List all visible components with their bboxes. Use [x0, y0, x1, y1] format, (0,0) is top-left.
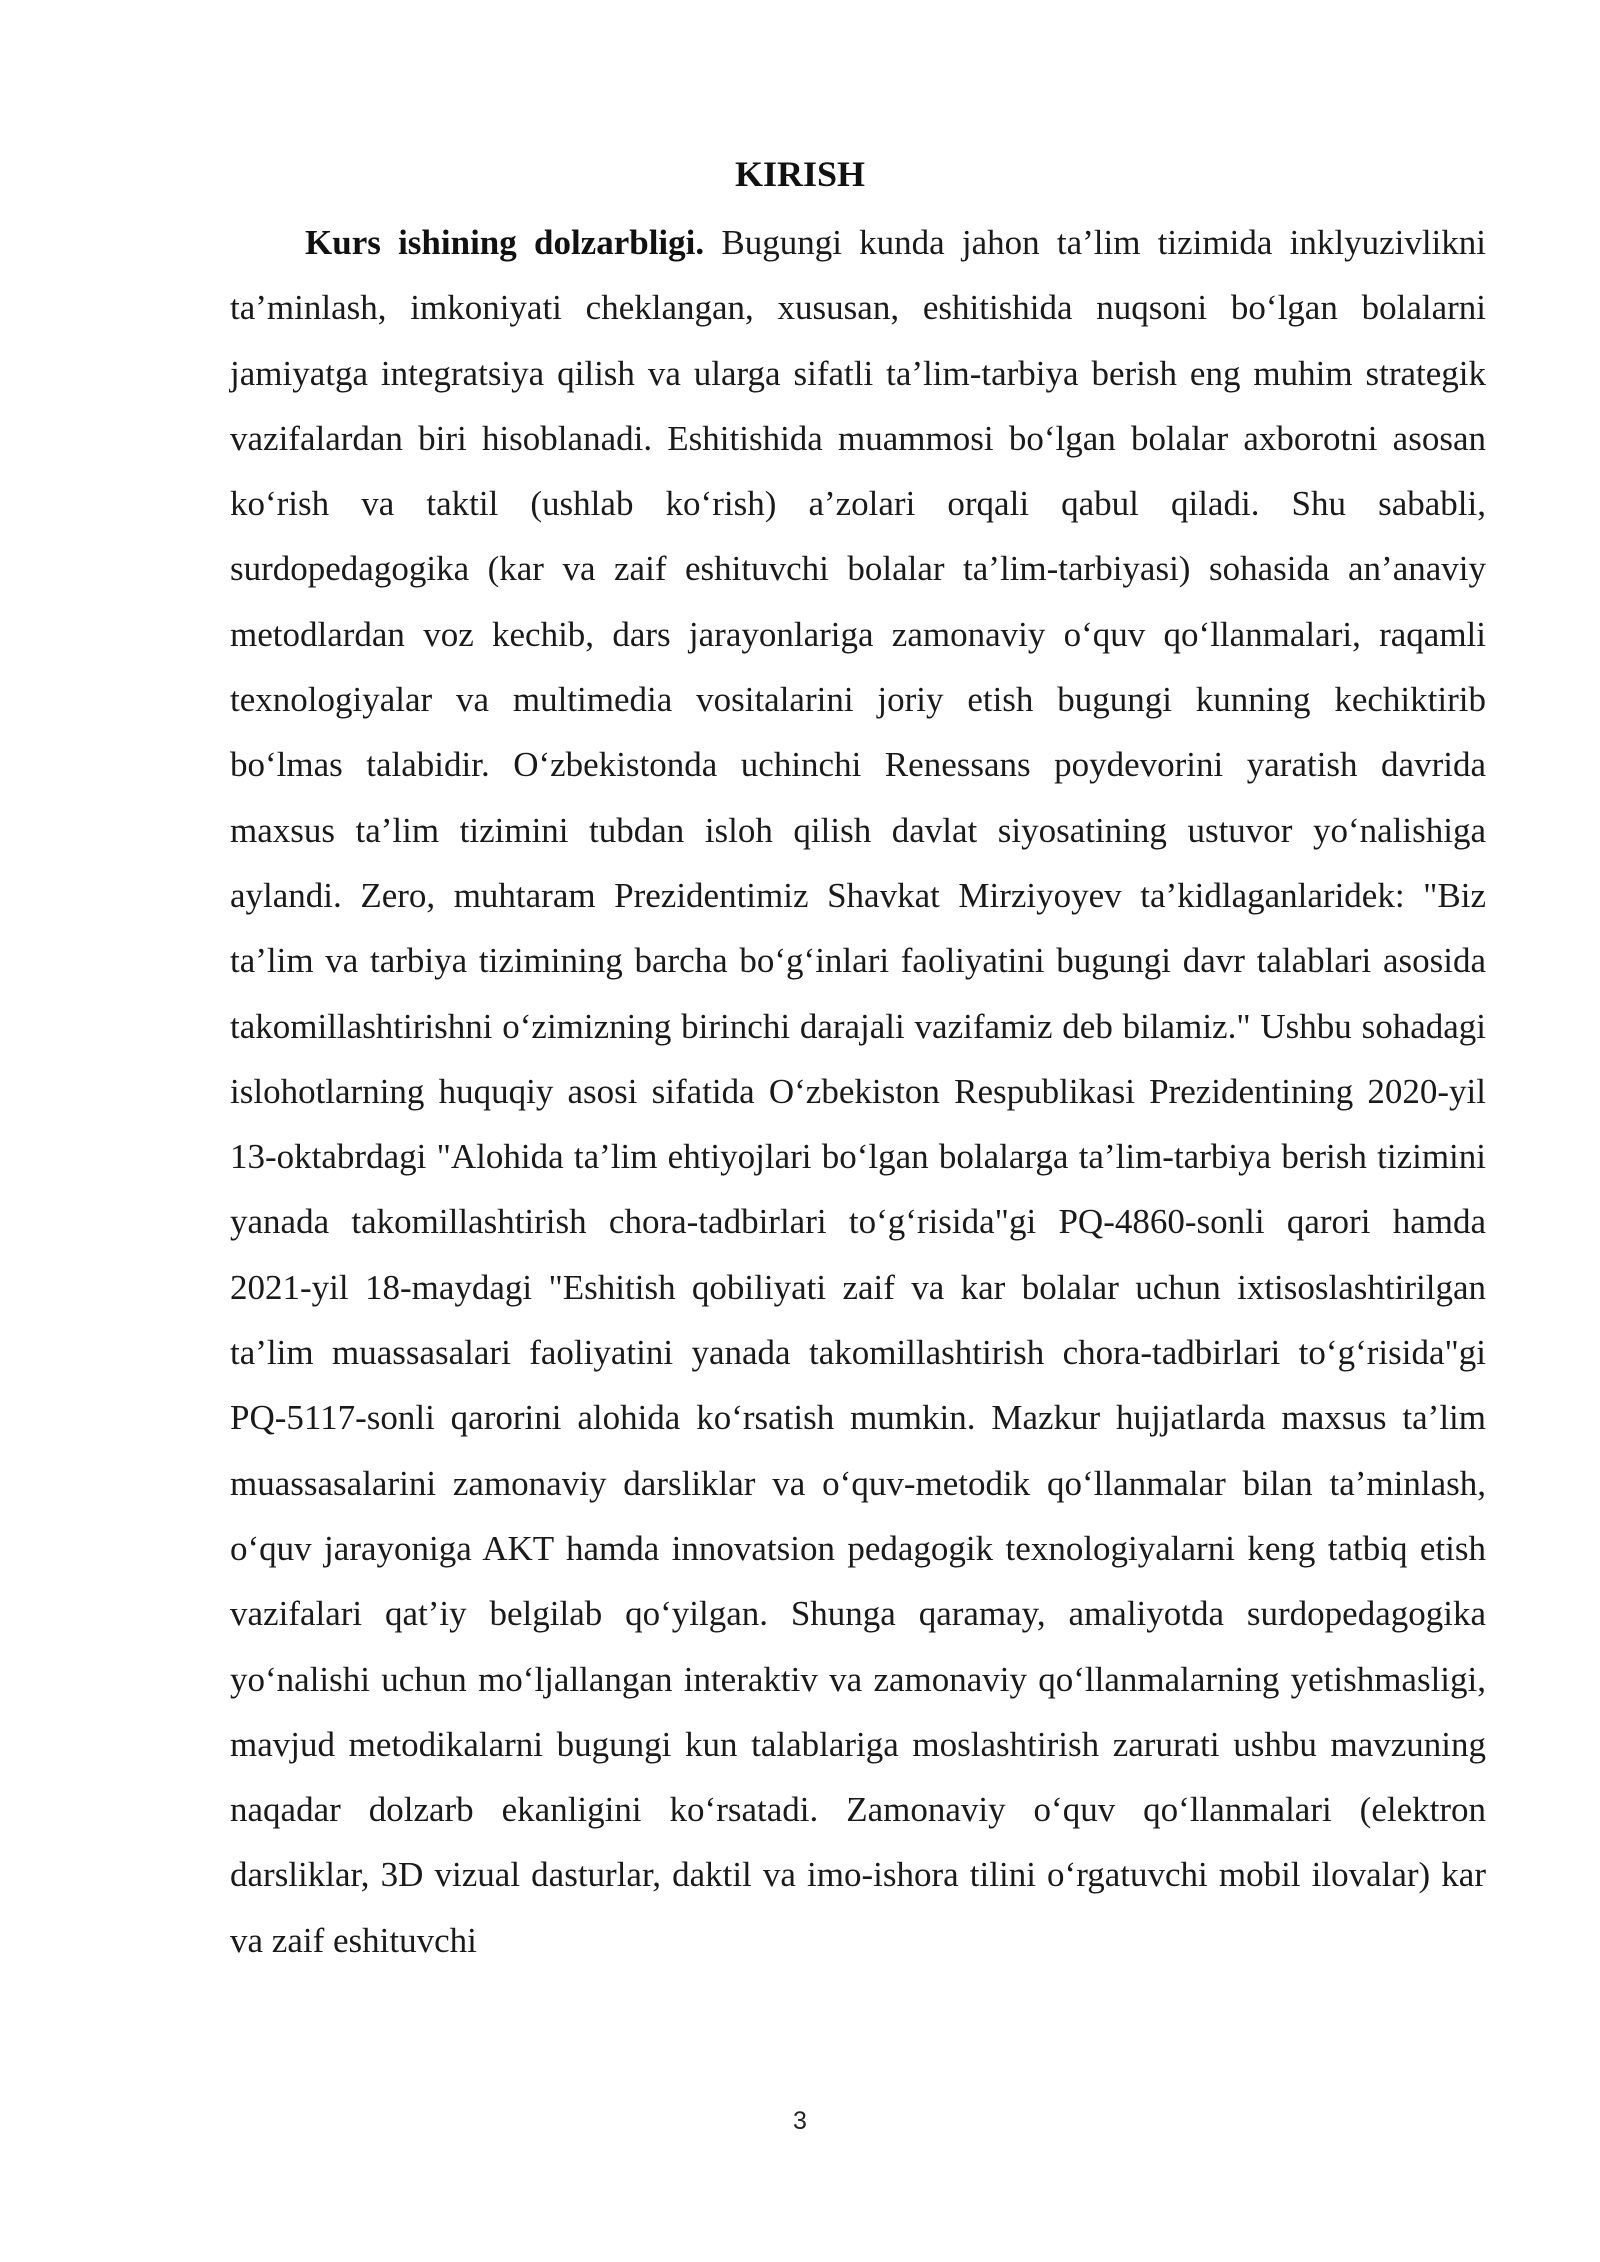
page-number: 3 — [793, 2107, 807, 2135]
paragraph-lead: Kurs ishining dolzarbligi. — [305, 223, 705, 262]
paragraph-text: Bugungi kunda jahon ta’lim tizimida inklyuzivlikni ta’minlash, imkoniyati cheklangan, xususan, eshitishida nuqsoni bo‘lgan bolalarni jamiyatga integratsiya qilish va ularga sifatli ta’lim-tarbiya berish eng muhim strategik vazifalardan biri hisoblanadi. Eshitishida muammosi bo‘lgan bolalar axborotni asosan ko‘rish va taktil (ushlab ko‘rish) a’zolari orqali qabul qiladi. Shu sababli, surdopedagogika (kar va zaif eshituvchi bolalar ta’lim-tarbiyasi) sohasida an’anaviy metodlardan voz kechib, dars jarayonlariga zamonaviy o‘quv qo‘llanmalari, raqamli texnologiyalar va multimedia vositalarini joriy etish bugungi kunning kechiktirib bo‘lmas talabidir. O‘zbekistonda uchinchi Renessans poydevorini yaratish davrida maxsus ta’lim tizimini tubdan isloh qilish davlat siyosatining ustuvor yo‘nalishiga aylandi. Zero, muhtaram Prezidentimiz Shavkat Mirziyoyev ta’kidlaganlaridek: "Biz ta’lim va tarbiya tizimining barcha bo‘g‘inlari faoliyatini bugungi davr talablari asosida takomillashtirishni o‘zimizning birinchi darajali vazifamiz deb bilamiz." Ushbu sohadagi islohotlarning huquqiy asosi sifatida O‘zbekiston Respublikasi Prezidentining 2020-yil 13-oktabrdagi "Alohida ta’lim ehtiyojlari bo‘lgan bolalarga ta’lim-tarbiya berish tizimini yanada takomillashtirish chora-tadbirlari to‘g‘risida"gi PQ-4860-sonli qarori hamda 2021-yil 18-maydagi "Eshitish qobiliyati zaif va kar bolalar uchun ixtisoslashtirilgan ta’lim muassasalari faoliyatini yanada takomillashtirish chora-tadbirlari to‘g‘risida"gi PQ-5117-sonli qarorini alohida ko‘rsatish mumkin. Mazkur hujjatlarda maxsus ta’lim muassasalarini zamonaviy darsliklar va o‘quv-metodik qo‘llanmalar bilan ta’minlash, o‘quv jarayoniga AKT hamda innovatsion pedagogik texnologiyalarni keng tatbiq etish vazifalari qat’iy belgilab qo‘yilgan. Shunga qaramay, amaliyotda surdopedagogika yo‘nalishi uchun mo‘ljallangan interaktiv va zamonaviy qo‘llanmalarning yetishmasligi, mavjud metodikalarni bugungi kun talablariga moslashtirish zarurati ushbu mavzuning naqadar dolzarb ekanligini ko‘rsatadi. Zamonaviy o‘quv qo‘llanmalari (elektron darsliklar, 3D vizual dasturlar, daktil va imo-ishora tilini o‘rgatuvchi mobil ilovalar) kar va zaif eshituvchi — [230, 223, 1486, 1960]
section-heading: KIRISH — [734, 154, 866, 194]
body-paragraph — [230, 210, 1486, 1973]
